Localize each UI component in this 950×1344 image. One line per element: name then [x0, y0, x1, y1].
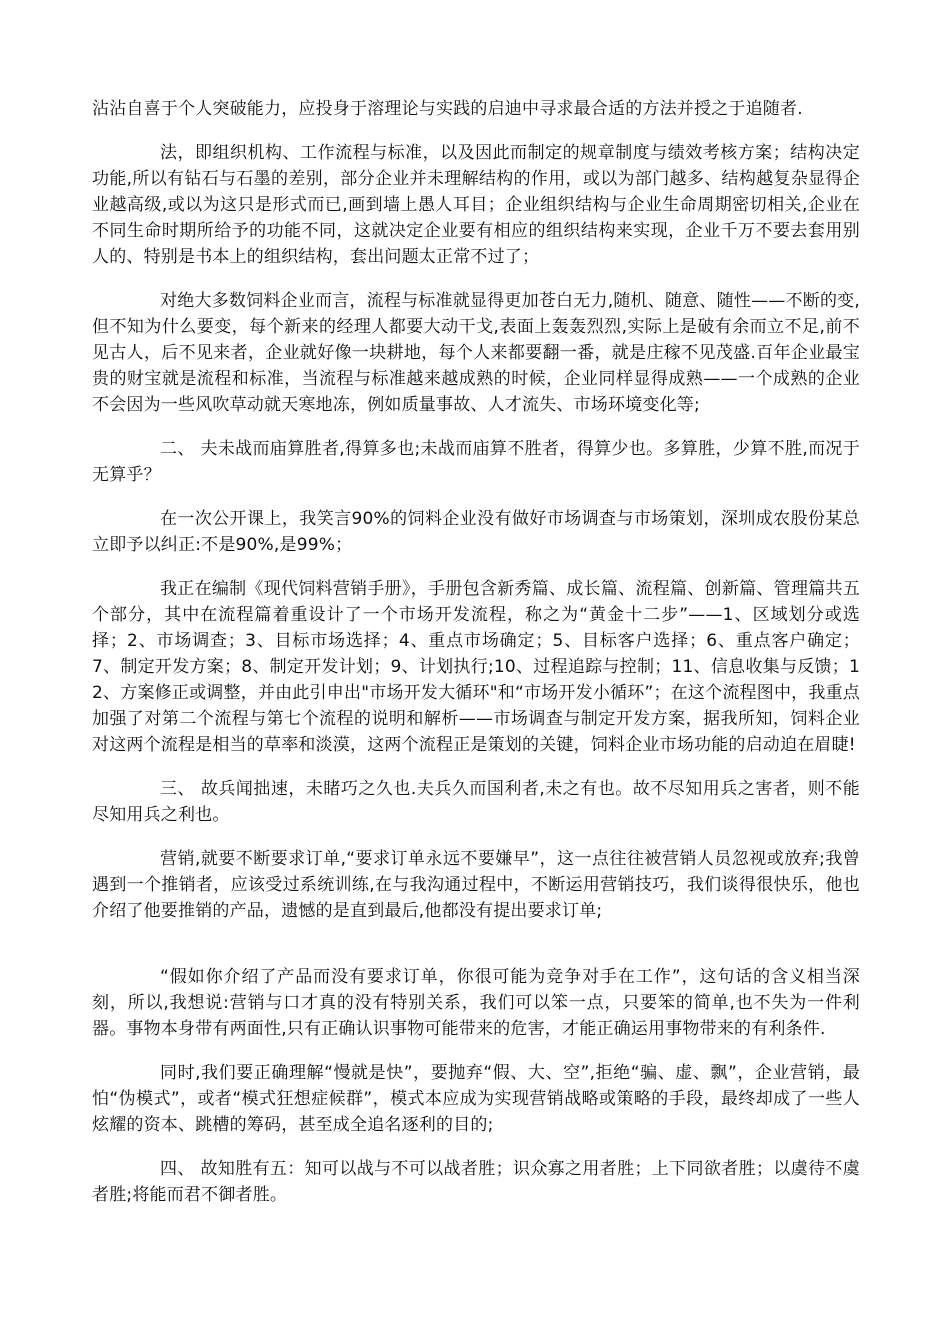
paragraph-fa-structure: 法，即组织机构、工作流程与标准，以及因此而制定的规章制度与绩效考核方案；结构决定功能,所以有钻石与石墨的差别，部分企业并未理解结构的作用，或以为部门越多、结构越复杂显得企业越高级,或以为这只是形式而已,画到墙上愚人耳目；企业组织结构与企业生命周期密切相关,企业在不同生命时期所给予的功能不同，这就决定企业要有相应的组织结构来实现，企业千万不要去套用别人的、特别是书本上的组织结构，套出问题太正常不过了；	[92, 143, 860, 267]
section-heading-four: 四、 故知胜有五：知可以战与不可以战者胜；识众寡之用者胜；上下同欲者胜；以虞待不虞者胜;将能而君不御者胜。	[92, 1159, 860, 1205]
paragraph-ask-for-order: 营销,就要不断要求订单,“要求订单永远不要嫌早”，这一点往往被营销人员忽视或放弃;我曾遇到一个推销者，应该受过系统训练,在与我沟通过程中，不断运用营销技巧，我们谈得很快乐，他也介绍了他要推销的产品，遗憾的是直到最后,他都没有提出要求订单;	[92, 849, 860, 921]
paragraph-quote: “假如你介绍了产品而没有要求订单，你很可能为竞争对手在工作”，这句话的含义相当深刻，所以,我想说:营销与口才真的没有特别关系，我们可以笨一点，只要笨的简单,也不失为一件利器。事物本身带有两面性,只有正确认识事物可能带来的危害，才能正确运用事物带来的有利条件.	[92, 967, 860, 1039]
paragraph-continuation: 沾沾自喜于个人突破能力，应投身于溶理论与实践的启迪中寻求最合适的方法并授之于追随者.	[92, 99, 803, 119]
section-heading-two: 二、 夫未战而庙算胜者,得算多也;未战而庙算不胜者，得算少也。多算胜，少算不胜,而况于无算乎？	[92, 439, 860, 485]
paragraph-process-standards: 对绝大多数饲料企业而言，流程与标准就显得更加苍白无力,随机、随意、随性——不断的变,但不知为什么要变，每个新来的经理人都要大动干戈,表面上轰轰烈烈,实际上是破有余而立不足,前不见古人，后不见来者，企业就好像一块耕地，每个人来都要翻一番，就是庄稼不见茂盛.百年企业最宝贵的财宝就是流程和标准，当流程与标准越来越成熟的时候，企业同样显得成熟——一个成熟的企业不会因为一些风吹草动就天寒地冻，例如质量事故、人才流失、市场环境变化等;	[92, 291, 860, 415]
document-page	[92, 96, 860, 1208]
section-heading-three: 三、 故兵闻拙速，未睹巧之久也.夫兵久而国利者,未之有也。故不尽知用兵之害者，则不能尽知用兵之利也。	[92, 779, 860, 825]
paragraph-market-survey: 在一次公开课上，我笑言90%的饲料企业没有做好市场调查与市场策划，深圳成农股份某总立即予以纠正:不是90%,是99%；	[92, 509, 860, 555]
paragraph-slow-is-fast: 同时,我们要正确理解“慢就是快”，要抛弃“假、大、空”,拒绝“骗、虚、飘”，企业营销，最怕“伪模式”，或者“模式狂想症候群”，模式本应成为实现营销战略或策略的手段，最终却成了一些人炫耀的资本、跳槽的筹码，甚至成全追名逐利的目的;	[92, 1063, 860, 1135]
paragraph-marketing-handbook: 我正在编制《现代饲料营销手册》，手册包含新秀篇、成长篇、流程篇、创新篇、管理篇共五个部分，其中在流程篇着重设计了一个市场开发流程，称之为“黄金十二步”——1、区域划分或选择；2、市场调查；3、目标市场选择；4、重点市场确定；5、目标客户选择；6、重点客户确定；7、制定开发方案；8、制定开发计划；9、计划执行;10、过程追踪与控制；11、信息收集与反馈；12、方案修正或调整，并由此引申出"市场开发大循环"和“市场开发小循环”；在这个流程图中，我重点加强了对第二个流程与第七个流程的说明和解析——市场调查与制定开发方案，据我所知，饲料企业对这两个流程是相当的草率和淡漠，这两个流程正是策划的关键，饲料企业市场功能的启动迫在眉睫!	[92, 579, 860, 755]
